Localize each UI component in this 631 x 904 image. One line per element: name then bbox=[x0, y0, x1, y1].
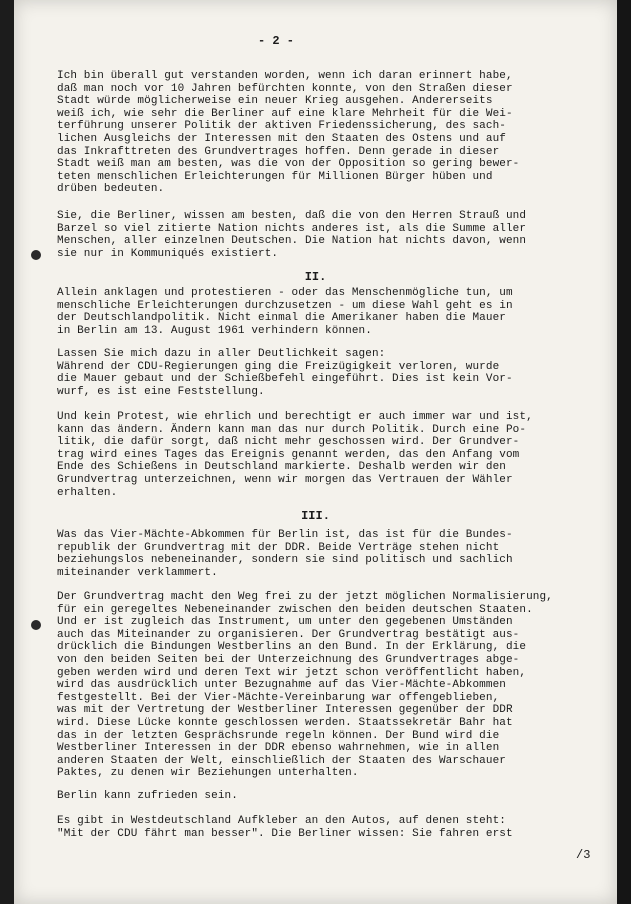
continuation-marker: /3 bbox=[576, 848, 591, 862]
paragraph-8: Berlin kann zufrieden sein. bbox=[57, 790, 238, 802]
section-heading-3: III. bbox=[301, 509, 330, 523]
punch-hole bbox=[31, 250, 41, 260]
paragraph-1: Ich bin überall gut verstanden worden, wenn ich daran erinnert habe, daß man noch vor 10 Jahren befürchten konnte, von den Straßen dieser Stadt würde möglicherweise ein neuer Krieg ausgehen. Andererseits weiß ich, wie sehr die Berliner auf eine klare Mehrheit für die Wei- terführung unserer Politik der aktiven Friedenssicherung, des sach- lichen Ausgleichs der Interessen mit den Staaten des Ostens und auf das Inkrafttreten des Grundvertrages hoffen. Denn gerade in dieser Stadt weiß man am besten, was die von der Opposition so gering bewer- teten menschlichen Erleichterungen für Millionen Bürger hüben und drüben bedeuten. bbox=[57, 70, 520, 196]
paragraph-5: Und kein Protest, wie ehrlich und berechtigt er auch immer war und ist, kann das ändern. Ändern kann man das nur durch Politik. Durch eine Po- litik, die dafür sorgt, daß nicht mehr geschossen wird. Der Grundver- trag wird eines Tages das Ereignis genannt werden, das den Anfang vom Ende des Schießens in Deutschland markierte. Deshalb werden wir den Grundvertrag unterzeichnen, wenn wir morgen das Vertrauen der Wähler erhalten. bbox=[57, 411, 533, 499]
scan-edge bbox=[617, 0, 631, 904]
page-number: - 2 - bbox=[258, 34, 295, 48]
paragraph-6: Was das Vier-Mächte-Abkommen für Berlin ist, das ist für die Bundes- republik der Grundvertrag mit der DDR. Beide Verträge stehen nicht beziehungslos nebeneinander, sondern sie sind politisch und sachlich miteinander verklammert. bbox=[57, 529, 513, 579]
paragraph-3: Allein anklagen und protestieren - oder das Menschenmögliche tun, um menschliche Erleichterungen durchzusetzen - um diese Wahl geht es in der Deutschlandpolitik. Nicht einmal die Amerikaner haben die Mauer in Berlin am 13. August 1961 verhindern können. bbox=[57, 287, 513, 337]
section-heading-2: II. bbox=[304, 270, 327, 284]
paragraph-7: Der Grundvertrag macht den Weg frei zu der jetzt möglichen Normalisierung, für ein geregeltes Nebeneinander zwischen den beiden deutschen Staaten. Und er ist zugleich das Instrument, um unter den gegebenen Umständen auch das Miteinander zu organisieren. Der Grundvertrag bestätigt aus- drücklich die Bindungen Westberlins an den Bund. In der Erklärung, die von den beiden Seiten bei der Unterzeichnung des Grundvertrages abge- geben werden wird und deren Text wir jetzt schon veröffentlicht haben, wird das ausdrücklich unter Bezugnahme auf das Vier-Mächte-Abkommen festgestellt. Bei der Vier-Mächte-Vereinbarung war offengeblieben, was mit der Vertretung der Westberliner Interessen gegenüber der DDR wird. Diese Lücke konnte geschlossen werden. Staatssekretär Bahr hat das in der letzten Gesprächsrunde regeln können. Der Bund wird die Westberliner Interessen in der DDR ebenso wahrnehmen, wie in allen anderen Staaten der Welt, einschließlich der Staaten des Warschauer Paktes, zu denen wir Beziehungen unterhalten. bbox=[57, 591, 553, 780]
paragraph-4: Lassen Sie mich dazu in aller Deutlichkeit sagen: Während der CDU-Regierungen ging die Freizügigkeit verloren, wurde die Mauer gebaut und der Schießbefehl eingeführt. Dies ist kein Vor- wurf, es ist eine Feststellung. bbox=[57, 348, 513, 398]
document-page bbox=[14, 0, 617, 904]
paragraph-2: Sie, die Berliner, wissen am besten, daß die von den Herren Strauß und Barzel so viel zitierte Nation nichts anderes ist, als die Summe aller Menschen, aller einzelnen Deutschen. Die Nation hat nichts davon, wenn sie nur in Kommuniqués existiert. bbox=[57, 210, 527, 260]
paragraph-9: Es gibt in Westdeutschland Aufkleber an den Autos, auf denen steht: "Mit der CDU fährt man besser". Die Berliner wissen: Sie fahren erst bbox=[57, 815, 513, 840]
punch-hole bbox=[31, 620, 41, 630]
